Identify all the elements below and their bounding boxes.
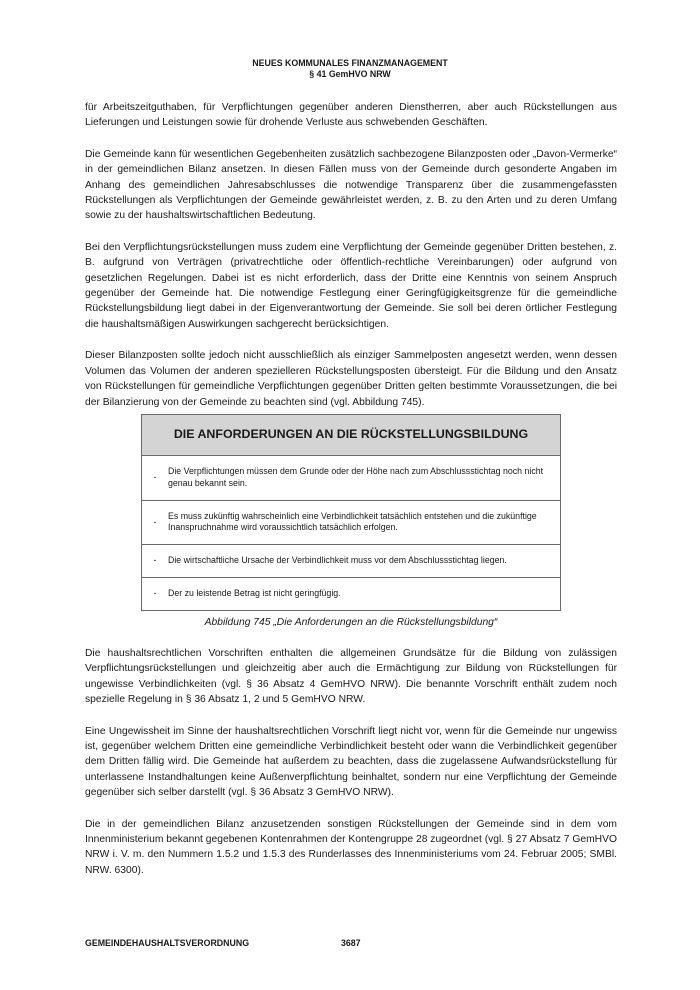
requirement-text: Der zu leistende Betrag ist nicht geringfügig.: [168, 588, 341, 599]
page-content: [85, 100, 617, 894]
paragraph: für Arbeitszeitguthaben, für Verpflichtungen gegenüber anderen Dienstherren, aber auch Rückstellungen aus Lieferungen und Leistungen sowie für drohende Verluste aus schwebenden Geschäften.: [85, 102, 617, 129]
paragraph: Die Gemeinde kann für wesentlichen Gegebenheiten zusätzlich sachbezogene Bilanzposten oder „Davon-Vermerke“ in der gemeindlichen Bilanz ansetzen. In diesen Fällen muss von der Gemeinde durch gesonderte Angaben im Anhang des gemeindlichen Jahresabschlusses die notwendige Transparenz über die zusammengefassten Rückstellungen als Verpflichtungen der Gemeinde gewährleistet werden, z. B. zu den Arten und zu deren Umfang sowie zu der haushaltswirtschaftlichen Bedeutung.: [85, 148, 617, 222]
requirement-item: [142, 456, 560, 501]
requirement-text: Die wirtschaftliche Ursache der Verbindlichkeit muss vor dem Abschlussstichtag liegen.: [168, 555, 507, 566]
page-number: 3687: [341, 938, 361, 948]
requirement-item: [142, 501, 560, 545]
requirement-text: Es muss zukünftig wahrscheinlich eine Verbindlichkeit tatsächlich entstehen und die zukünftige Inanspruchnahme wird voraussichtlich tatsächlich erfolgen.: [168, 510, 537, 533]
page-header: [0, 58, 700, 80]
header-subtitle: § 41 GemHVO NRW: [309, 69, 391, 79]
requirement-item: [142, 545, 560, 578]
paragraph: Die in der gemeindlichen Bilanz anzusetzenden sonstigen Rückstellungen der Gemeinde sind in dem vom Innenministerium bekannt gegebenen Kontenrahmen der Kontengruppe 28 zugeordnet (vgl. § 27 Absatz 7 GemHVO NRW i. V. m. den Nummern 1.5.2 und 1.5.3 des Runderlasses des Innenministeriums vom 24. Februar 2005; SMBl. NRW. 6300).: [85, 818, 617, 876]
list-bullet: -: [153, 472, 157, 483]
list-bullet: -: [153, 516, 157, 527]
figure-title: DIE ANFORDERUNGEN AN DIE RÜCKSTELLUNGSBILDUNG: [142, 415, 560, 456]
header-title: NEUES KOMMUNALES FINANZMANAGEMENT: [252, 58, 448, 68]
requirement-text: Die Verpflichtungen müssen dem Grunde oder der Höhe nach zum Abschlussstichtag noch nicht genau bekannt sein.: [168, 466, 544, 488]
requirements-figure: [141, 414, 561, 611]
footer-title: GEMEINDEHAUSHALTSVERORDNUNG: [85, 938, 250, 948]
paragraph: Bei den Verpflichtungsrückstellungen muss zudem eine Verpflichtung der Gemeinde gegenüber Dritten bestehen, z. B. aufgrund von Verträgen (privatrechtliche oder öffentlich-rechtliche Vereinbarungen) oder aufgrund von gesetzlichen Regelungen. Dabei ist es nicht erforderlich, dass der Dritte eine Kenntnis von seinem Anspruch gegenüber der Gemeinde hat. Die notwendige Festlegung einer Geringfügigkeitsgrenze für die gemeindliche Rückstellungsbildung liegt dabei in der Eigenverantwortung der Gemeinde. Sie soll bei deren örtlicher Festlegung die haushaltsmäßigen Auswirkungen sachgerecht berücksichtigen.: [85, 241, 617, 330]
requirement-item: [142, 578, 560, 610]
paragraph: Eine Ungewissheit im Sinne der haushaltsrechtlichen Vorschrift liegt nicht vor, wenn für die Gemeinde nur ungewiss ist, gegenüber welchem Dritten eine gemeindliche Verbindlichkeit besteht oder wann die Verbindlichkeit gegenüber dem Dritten fällig wird. Die Gemeinde hat außerdem zu beachten, dass die zugelassene Aufwandsrückstellung für unterlassene Instandhaltungen keine Außenverpflichtung beinhaltet, sondern nur eine Verpflichtung der Gemeinde gegenüber sich selber darstellt (vgl. § 36 Absatz 3 GemHVO NRW).: [85, 725, 617, 799]
list-bullet: -: [153, 555, 157, 566]
figure-caption: Abbildung 745 „Die Anforderungen an die Rückstellungsbildung“: [204, 616, 498, 628]
list-bullet: -: [153, 588, 157, 599]
paragraph: Die haushaltsrechtlichen Vorschriften enthalten die allgemeinen Grundsätze für die Bildung von zulässigen Verpflichtungsrückstellungen und gleichzeitig aber auch die Ermächtigung zur Bildung von Rückstellungen für ungewisse Verbindlichkeiten (vgl. § 36 Absatz 4 GemHVO NRW). Die benannte Vorschrift enthält zudem noch spezielle Regelung in § 36 Absatz 1, 2 und 5 GemHVO NRW.: [85, 647, 617, 706]
paragraph: Dieser Bilanzposten sollte jedoch nicht ausschließlich als einziger Sammelposten angesetzt werden, wenn dessen Volumen das Volumen der anderen spezielleren Rückstellungsposten übersteigt. Für die Bildung und den Ansatz von Rückstellungen für gemeindliche Verpflichtungen gegenüber Dritten gelten bestimmte Voraussetzungen, die bei der Bilanzierung von der Gemeinde zu beachten sind (vgl. Abbildung 745).: [85, 350, 617, 408]
